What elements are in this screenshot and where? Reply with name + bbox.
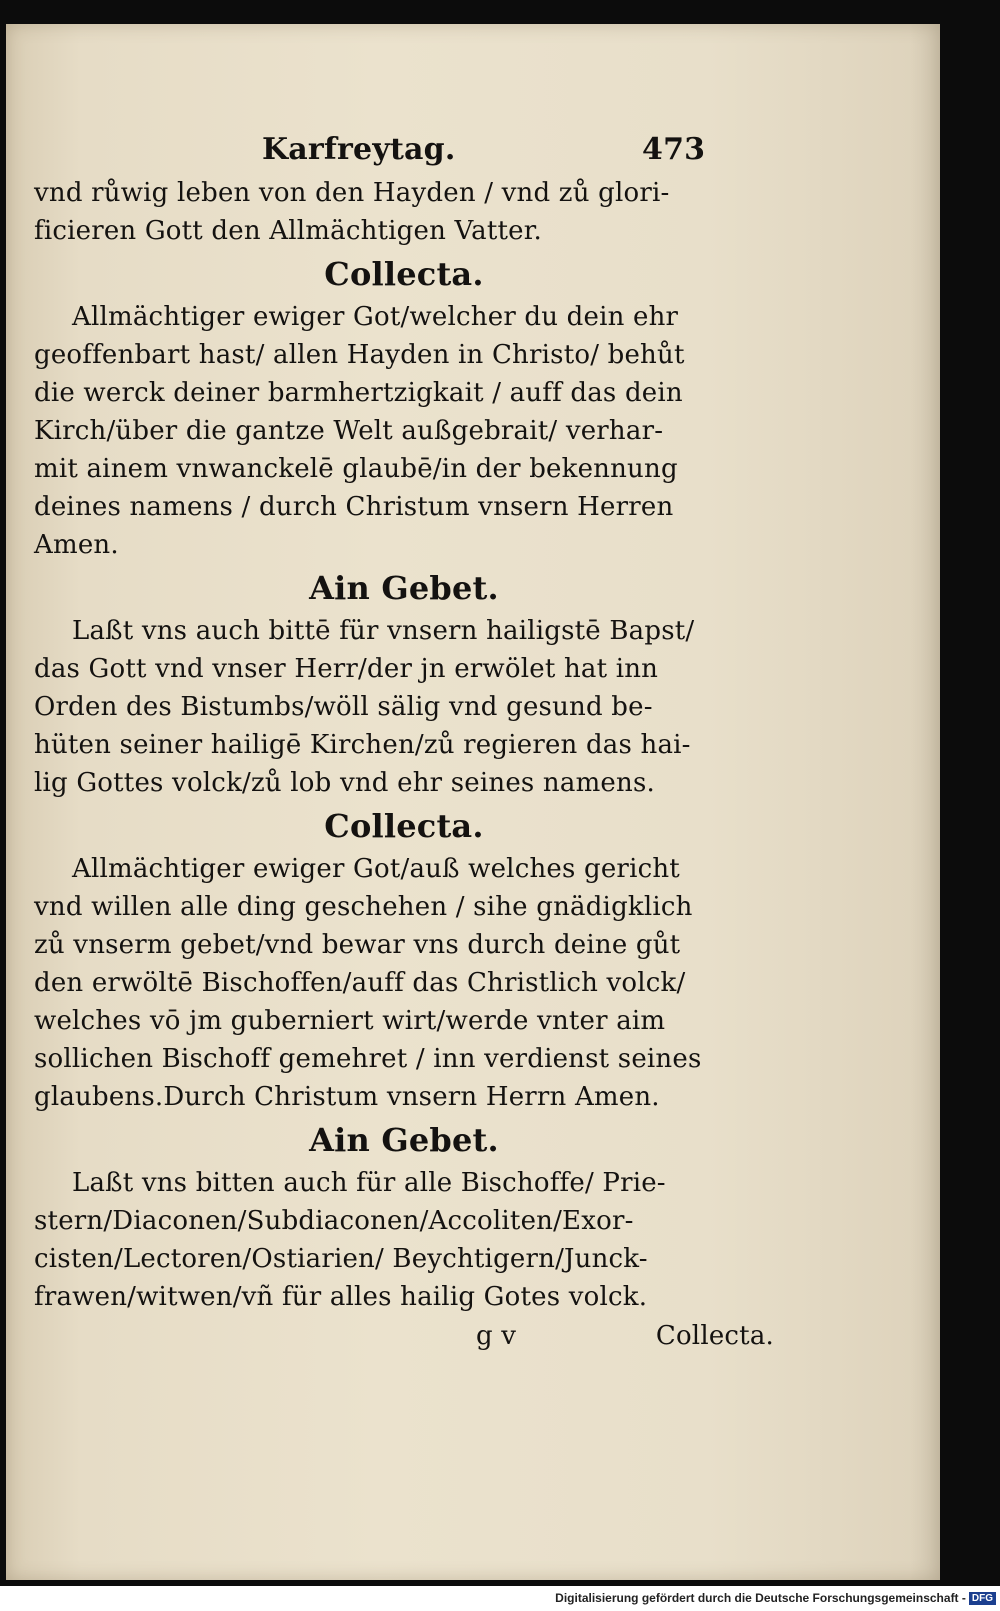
text-line: Allmächtiger ewiger Got/auß welches gericht: [72, 854, 680, 884]
text-line: ficieren Gott den Allmächtigen Vatter.: [34, 216, 542, 246]
text-line: die werck deiner barmhertzigkait / auff das dein: [34, 378, 683, 408]
running-title: Karfreytag.: [262, 132, 456, 167]
running-head: [34, 128, 774, 174]
credit-text: Digitalisierung gefördert durch die Deutsche Forschungsgemeinschaft -: [555, 1591, 966, 1605]
page-text: [34, 128, 774, 1356]
text-line: stern/Diaconen/Subdiaconen/Accoliten/Exor-: [34, 1206, 634, 1236]
text-line: geoffenbart hast/ allen Hayden in Christo/ behůt: [34, 340, 685, 370]
section-heading: Collecta.: [324, 807, 484, 845]
page-footer: [34, 1316, 774, 1356]
text-line: vnd willen alle ding geschehen / sihe gnädigklich: [34, 892, 693, 922]
text-line: den erwöltē Bischoffen/auff das Christlich volck/: [34, 968, 686, 998]
text-line: sollichen Bischoff gemehret / inn verdienst seines: [34, 1044, 702, 1074]
book-page: [6, 24, 940, 1580]
text-line: glaubens.Durch Christum vnsern Herrn Amen.: [34, 1082, 660, 1112]
signature-mark: g v: [476, 1321, 517, 1351]
text-line: lig Gottes volck/zů lob vnd ehr seines namens.: [34, 768, 655, 798]
text-line: das Gott vnd vnser Herr/der jn erwölet hat inn: [34, 654, 659, 684]
page-number: 473: [642, 132, 706, 167]
text-line: hüten seiner hailigē Kirchen/zů regieren das hai-: [34, 730, 691, 760]
text-line: mit ainem vnwanckelē glaubē/in der bekennung: [34, 454, 678, 484]
section-heading: Ain Gebet.: [309, 1121, 499, 1159]
text-line: Amen.: [34, 530, 119, 560]
text-line: welches vō jm guberniert wirt/werde vnter aim: [34, 1006, 666, 1036]
text-line: Laßt vns auch bittē für vnsern hailigstē Bapst/: [72, 616, 695, 646]
catchword: Collecta.: [655, 1321, 774, 1351]
text-line: zů vnserm gebet/vnd bewar vns durch deine gůt: [34, 930, 681, 960]
dfg-logo: DFG: [969, 1592, 996, 1605]
text-line: frawen/witwen/vñ für alles hailig Gotes volck.: [34, 1282, 648, 1312]
section-heading: Ain Gebet.: [309, 569, 499, 607]
text-line: cisten/Lectoren/Ostiarien/ Beychtigern/Junck-: [34, 1244, 648, 1274]
text-line: Allmächtiger ewiger Got/welcher du dein ehr: [72, 302, 679, 332]
text-line: Orden des Bistumbs/wöll sälig vnd gesund be-: [34, 692, 653, 722]
text-line: vnd růwig leben von den Hayden / vnd zů glori-: [34, 178, 670, 208]
digitization-credit: [555, 1588, 996, 1608]
text-line: Kirch/über die gantze Welt außgebrait/ verhar-: [34, 416, 664, 446]
text-line: Laßt vns bitten auch für alle Bischoffe/ Prie-: [72, 1168, 666, 1198]
text-line: deines namens / durch Christum vnsern Herren: [34, 492, 674, 522]
section-heading: Collecta.: [324, 255, 484, 293]
